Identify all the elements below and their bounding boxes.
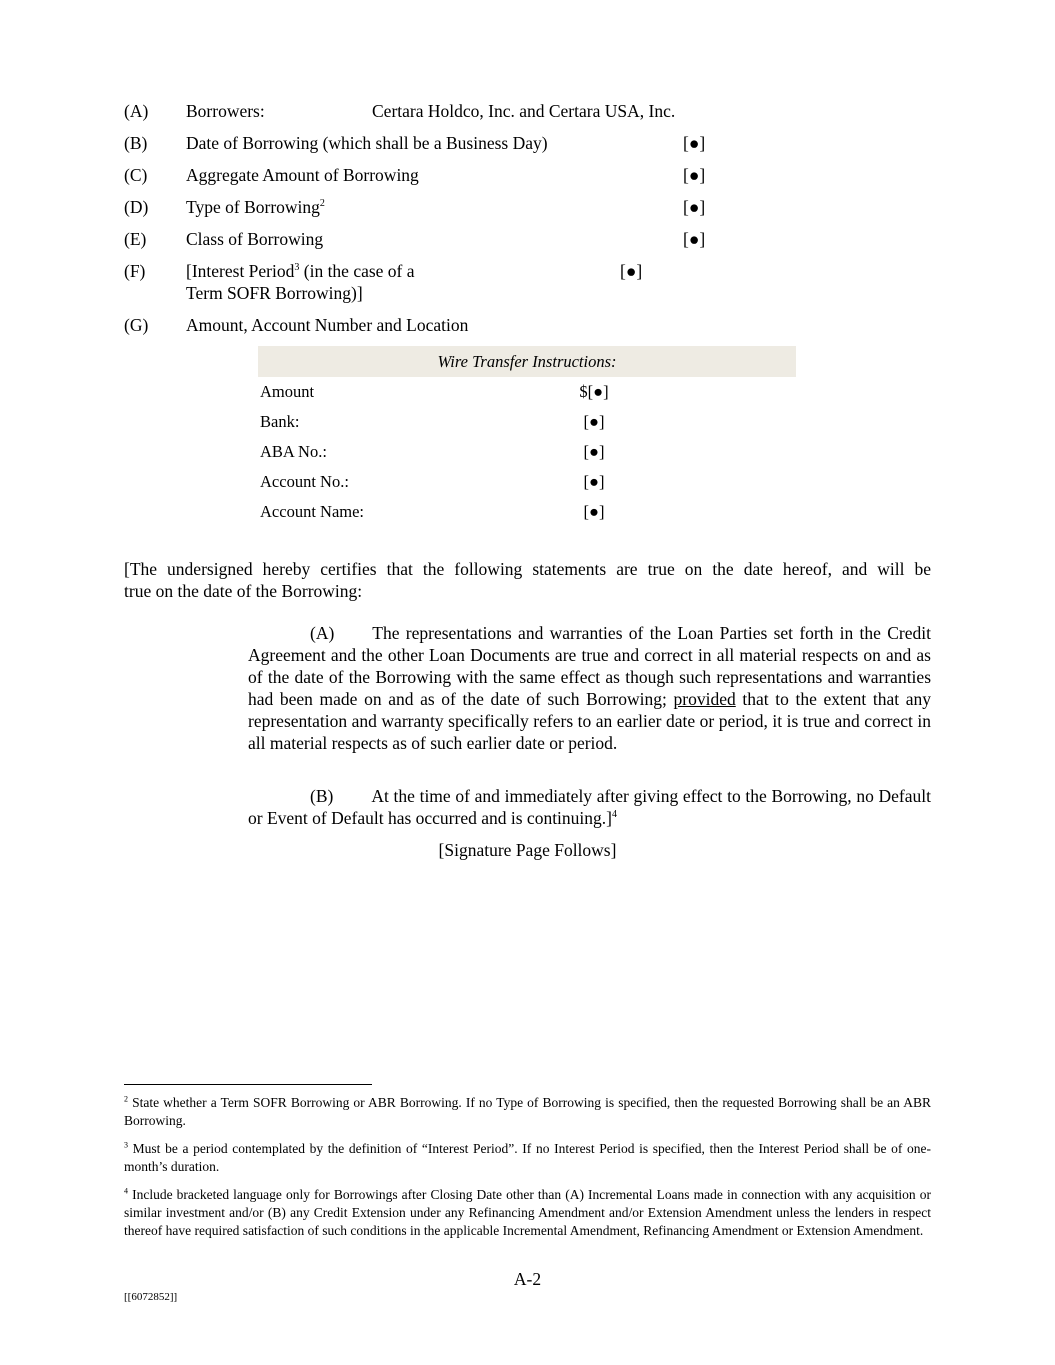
page-number: A-2: [513, 1269, 542, 1289]
wire-row-value: [●]: [583, 472, 605, 491]
condition-a: (A) The representations and warranties of the Loan Parties set forth in the Credit Agreement and the other Loan Documents are true and correct in all material respects on and as of the date of the Borrowing with the same effect as though such representations and warranties had been made on and as of the date of such Borrowing; provided that to the extent that any representation and warranty specifically refers to an earlier date or period, it is true and correct in all material respects as of such earlier date or period.: [248, 623, 932, 753]
item-label: Date of Borrowing (which shall be a Business Day): [186, 133, 548, 153]
wire-row-label: ABA No.:: [260, 442, 327, 461]
footnote-separator: [124, 1084, 372, 1085]
item-letter: (D): [124, 197, 149, 217]
wire-row-value: [●]: [583, 412, 605, 431]
item-label: Type of Borrowing$^2$: [186, 197, 325, 217]
footnote: $^4$ Include bracketed language only for Borrowings after Closing Date other than (A) Incremental Loans made in connection with any acquisition or similar investment and/or (B) any Credit Extension under any Refinancing Amendment and/or Extension Amendment unless the lenders in respect thereof have required satisfaction of such conditions in the applicable Incremental Amendment, Refinancing Amendment or Extension Amendment.: [124, 1186, 932, 1238]
certify-line-2: true on the date of the Borrowing:: [124, 581, 363, 601]
condition-b: (B) At the time of and immediately after giving effect to the Borrowing, no Default or Event of Default has occurred and is continuing.]$^4$: [248, 786, 931, 828]
item-value: [●]: [620, 261, 643, 281]
footnote-ref: 2: [319, 198, 325, 210]
condition-letter: (B): [310, 786, 334, 806]
item-value: [●]: [683, 133, 706, 153]
item-label: Amount, Account Number and Location: [186, 315, 469, 335]
footnote-number: 4: [124, 1186, 128, 1196]
footnote: $^3$ Must be a period contemplated by the definition of “Interest Period”. If no Interest Period is specified, then the Interest Period shall be of one-month’s duration.: [124, 1140, 931, 1174]
item-value: [●]: [683, 229, 706, 249]
item-label: Borrowers:: [186, 101, 265, 121]
footnote-number: 2: [124, 1094, 128, 1104]
wire-row-label: Account Name:: [260, 502, 365, 521]
document-id: [[6072852]]: [124, 1291, 178, 1303]
item-label-continued: Term SOFR Borrowing)]: [186, 283, 363, 303]
wire-row-value: $[●]: [579, 382, 609, 401]
wire-row-value: [●]: [583, 442, 605, 461]
item-value: Certara Holdco, Inc. and Certara USA, Inc.: [372, 101, 676, 121]
item-letter: (C): [124, 165, 148, 185]
footnote-ref: 3: [294, 262, 300, 274]
item-value: [●]: [683, 197, 706, 217]
signature-page-note: [Signature Page Follows]: [438, 840, 617, 860]
item-letter: (B): [124, 133, 148, 153]
wire-row-label: Amount: [260, 382, 315, 401]
wire-row-value: [●]: [583, 502, 605, 521]
item-letter: (A): [124, 101, 149, 121]
wire-row-label: Bank:: [260, 412, 300, 431]
wire-row-label: Account No.:: [260, 472, 349, 491]
item-letter: (F): [124, 261, 146, 281]
item-letter: (G): [124, 315, 149, 335]
item-label: [Interest Period$^3$ (in the case of a: [186, 261, 415, 281]
footnote-number: 3: [124, 1140, 128, 1150]
footnote-ref: 4: [611, 809, 617, 821]
provided-term: provided: [673, 689, 736, 709]
item-value: [●]: [683, 165, 706, 185]
item-label: Aggregate Amount of Borrowing: [186, 165, 419, 185]
condition-letter: (A): [310, 623, 335, 643]
footnote: $^2$ State whether a Term SOFR Borrowing or ABR Borrowing. If no Type of Borrowing is specified, then the requested Borrowing shall be an ABR Borrowing.: [124, 1094, 931, 1128]
item-label: Class of Borrowing: [186, 229, 324, 249]
item-letter: (E): [124, 229, 147, 249]
certify-line-1: [The undersigned hereby certifies that the following statements are true on the date hereof, and will be: [124, 559, 931, 579]
wire-table-header: Wire Transfer Instructions:: [258, 346, 796, 377]
